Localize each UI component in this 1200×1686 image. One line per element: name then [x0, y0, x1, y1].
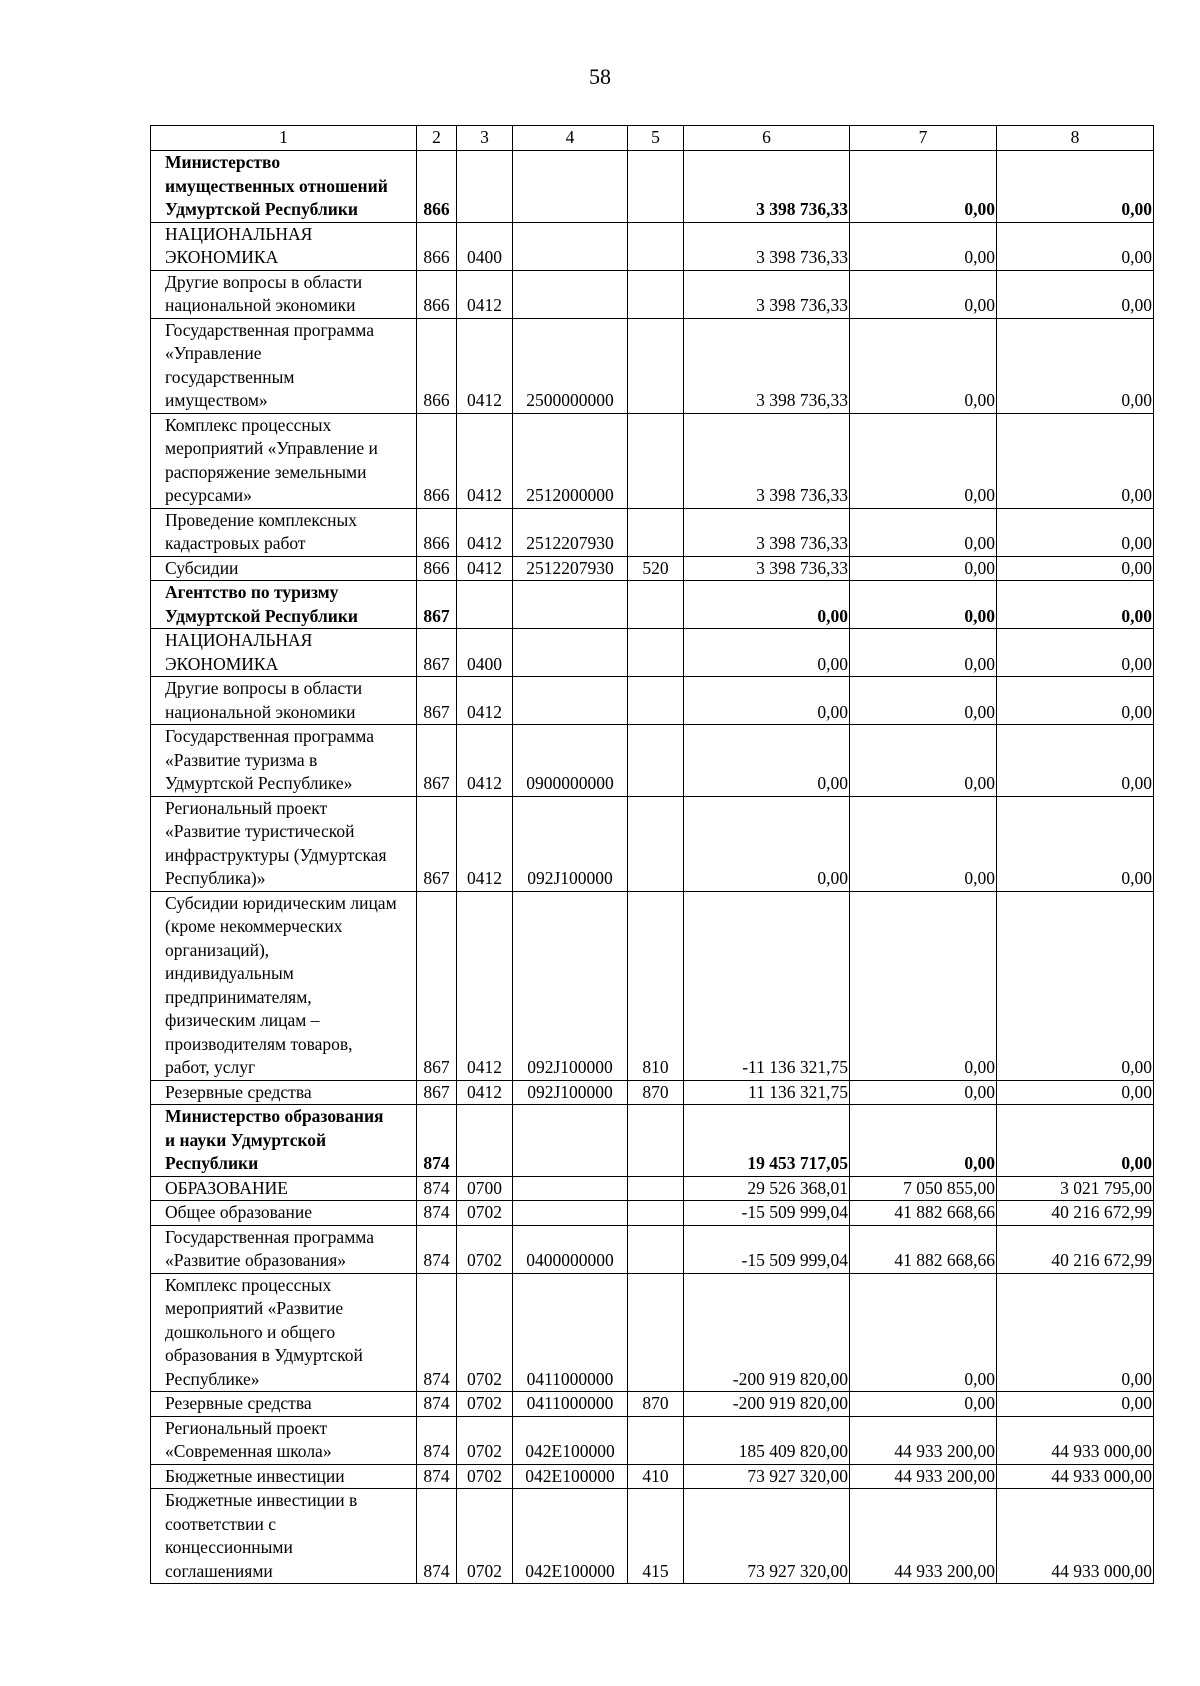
row-amount-col7-cell: 41 882 668,66: [850, 1201, 997, 1226]
row-amount-col7-cell: 44 933 200,00: [850, 1464, 997, 1489]
row-target-article-cell: 0411000000: [513, 1392, 628, 1417]
row-section-code-cell: 0702: [457, 1416, 513, 1464]
row-section-code-cell: 0412: [457, 508, 513, 556]
row-amount-col6-cell: 0,00: [684, 581, 850, 629]
row-target-article-cell: 2500000000: [513, 318, 628, 413]
table-row: [151, 1273, 1154, 1392]
row-amount-col7-cell: 44 933 200,00: [850, 1489, 997, 1584]
row-ministry-code-cell: 866: [417, 413, 457, 508]
column-header: 2: [417, 126, 457, 151]
table-row: [151, 222, 1154, 270]
row-ministry-code-cell: 874: [417, 1105, 457, 1177]
row-amount-col8-cell: 0,00: [997, 1273, 1154, 1392]
row-amount-col8-cell: 0,00: [997, 891, 1154, 1080]
table-row: [151, 1105, 1154, 1177]
row-section-code-cell: 0400: [457, 629, 513, 677]
row-amount-col7-cell: 44 933 200,00: [850, 1416, 997, 1464]
table-row: [151, 1489, 1154, 1584]
row-expense-type-cell: [628, 677, 684, 725]
row-section-code-cell: 0702: [457, 1201, 513, 1226]
row-name-cell: Министерство образования и науки Удмуртской Республики: [151, 1105, 417, 1177]
row-expense-type-cell: 520: [628, 556, 684, 581]
table-row: [151, 581, 1154, 629]
table-row: [151, 1464, 1154, 1489]
table-row: [151, 629, 1154, 677]
row-ministry-code-cell: 866: [417, 270, 457, 318]
row-target-article-cell: [513, 1201, 628, 1226]
table-row: [151, 556, 1154, 581]
table-row: [151, 270, 1154, 318]
table-row: [151, 151, 1154, 223]
row-section-code-cell: [457, 581, 513, 629]
row-expense-type-cell: [628, 1201, 684, 1226]
row-ministry-code-cell: 874: [417, 1392, 457, 1417]
row-ministry-code-cell: 867: [417, 891, 457, 1080]
table-row: [151, 1416, 1154, 1464]
row-amount-col6-cell: 73 927 320,00: [684, 1464, 850, 1489]
row-ministry-code-cell: 874: [417, 1489, 457, 1584]
row-amount-col7-cell: 41 882 668,66: [850, 1225, 997, 1273]
row-name-cell: Другие вопросы в области национальной экономики: [151, 270, 417, 318]
row-target-article-cell: 0900000000: [513, 725, 628, 797]
table-row: [151, 318, 1154, 413]
row-amount-col8-cell: 44 933 000,00: [997, 1464, 1154, 1489]
row-ministry-code-cell: 874: [417, 1201, 457, 1226]
row-name-cell: НАЦИОНАЛЬНАЯ ЭКОНОМИКА: [151, 629, 417, 677]
row-target-article-cell: 2512000000: [513, 413, 628, 508]
row-name-cell: Резервные средства: [151, 1080, 417, 1105]
row-expense-type-cell: [628, 1416, 684, 1464]
row-amount-col6-cell: 3 398 736,33: [684, 270, 850, 318]
row-amount-col6-cell: 0,00: [684, 796, 850, 891]
row-name-cell: Государственная программа «Развитие образования»: [151, 1225, 417, 1273]
row-target-article-cell: 2512207930: [513, 508, 628, 556]
row-amount-col6-cell: 185 409 820,00: [684, 1416, 850, 1464]
row-amount-col8-cell: 0,00: [997, 556, 1154, 581]
row-ministry-code-cell: 867: [417, 796, 457, 891]
row-section-code-cell: [457, 151, 513, 223]
row-section-code-cell: 0412: [457, 270, 513, 318]
row-expense-type-cell: 870: [628, 1392, 684, 1417]
table-row: [151, 1392, 1154, 1417]
row-target-article-cell: 0400000000: [513, 1225, 628, 1273]
row-amount-col6-cell: -15 509 999,04: [684, 1225, 850, 1273]
row-amount-col8-cell: 0,00: [997, 318, 1154, 413]
row-amount-col7-cell: 0,00: [850, 556, 997, 581]
row-ministry-code-cell: 874: [417, 1416, 457, 1464]
row-amount-col6-cell: 11 136 321,75: [684, 1080, 850, 1105]
row-amount-col8-cell: 0,00: [997, 581, 1154, 629]
row-expense-type-cell: [628, 222, 684, 270]
column-header-row: [151, 126, 1154, 151]
column-header: 7: [850, 126, 997, 151]
row-amount-col6-cell: 3 398 736,33: [684, 318, 850, 413]
row-expense-type-cell: 415: [628, 1489, 684, 1584]
table-body: [151, 126, 1154, 1584]
row-ministry-code-cell: 867: [417, 725, 457, 797]
row-expense-type-cell: [628, 318, 684, 413]
row-ministry-code-cell: 874: [417, 1273, 457, 1392]
row-amount-col8-cell: 40 216 672,99: [997, 1225, 1154, 1273]
table-row: [151, 1176, 1154, 1201]
row-expense-type-cell: [628, 1105, 684, 1177]
row-name-cell: Резервные средства: [151, 1392, 417, 1417]
row-section-code-cell: 0412: [457, 796, 513, 891]
column-header: 8: [997, 126, 1154, 151]
row-amount-col7-cell: 0,00: [850, 270, 997, 318]
table-row: [151, 796, 1154, 891]
row-target-article-cell: [513, 581, 628, 629]
row-amount-col8-cell: 0,00: [997, 1105, 1154, 1177]
row-name-cell: Бюджетные инвестиции: [151, 1464, 417, 1489]
row-ministry-code-cell: 867: [417, 581, 457, 629]
row-section-code-cell: 0412: [457, 677, 513, 725]
row-amount-col6-cell: -11 136 321,75: [684, 891, 850, 1080]
row-amount-col7-cell: 0,00: [850, 629, 997, 677]
row-amount-col6-cell: 3 398 736,33: [684, 413, 850, 508]
row-amount-col7-cell: 7 050 855,00: [850, 1176, 997, 1201]
row-ministry-code-cell: 867: [417, 629, 457, 677]
table-row: [151, 1225, 1154, 1273]
row-expense-type-cell: [628, 1273, 684, 1392]
row-amount-col6-cell: 3 398 736,33: [684, 508, 850, 556]
table-row: [151, 677, 1154, 725]
row-name-cell: Министерство имущественных отношений Удмуртской Республики: [151, 151, 417, 223]
row-ministry-code-cell: 866: [417, 318, 457, 413]
row-amount-col8-cell: 40 216 672,99: [997, 1201, 1154, 1226]
row-amount-col7-cell: 0,00: [850, 222, 997, 270]
table-row: [151, 413, 1154, 508]
row-amount-col7-cell: 0,00: [850, 677, 997, 725]
row-expense-type-cell: [628, 151, 684, 223]
row-section-code-cell: 0702: [457, 1225, 513, 1273]
row-ministry-code-cell: 867: [417, 1080, 457, 1105]
row-expense-type-cell: [628, 1176, 684, 1201]
row-amount-col8-cell: 0,00: [997, 1392, 1154, 1417]
row-name-cell: Агентство по туризму Удмуртской Республики: [151, 581, 417, 629]
table-row: [151, 1080, 1154, 1105]
row-section-code-cell: 0400: [457, 222, 513, 270]
row-section-code-cell: [457, 1105, 513, 1177]
row-name-cell: Проведение комплексных кадастровых работ: [151, 508, 417, 556]
row-expense-type-cell: [628, 725, 684, 797]
row-section-code-cell: 0702: [457, 1489, 513, 1584]
row-name-cell: Другие вопросы в области национальной экономики: [151, 677, 417, 725]
row-section-code-cell: 0702: [457, 1392, 513, 1417]
row-amount-col7-cell: 0,00: [850, 151, 997, 223]
row-ministry-code-cell: 866: [417, 222, 457, 270]
row-amount-col7-cell: 0,00: [850, 1080, 997, 1105]
row-name-cell: Региональный проект «Развитие туристической инфраструктуры (Удмуртская Республика)»: [151, 796, 417, 891]
row-section-code-cell: 0412: [457, 1080, 513, 1105]
row-name-cell: Субсидии юридическим лицам (кроме некоммерческих организаций), индивидуальным предпринимателям, физическим лицам – производителям товаров, работ, услуг: [151, 891, 417, 1080]
row-name-cell: Государственная программа «Управление государственным имуществом»: [151, 318, 417, 413]
column-header: 5: [628, 126, 684, 151]
row-name-cell: ОБРАЗОВАНИЕ: [151, 1176, 417, 1201]
row-expense-type-cell: 810: [628, 891, 684, 1080]
row-ministry-code-cell: 866: [417, 556, 457, 581]
row-expense-type-cell: 410: [628, 1464, 684, 1489]
page-number: 58: [589, 64, 611, 89]
row-section-code-cell: 0412: [457, 891, 513, 1080]
row-amount-col7-cell: 0,00: [850, 891, 997, 1080]
row-amount-col6-cell: -200 919 820,00: [684, 1273, 850, 1392]
column-header: 4: [513, 126, 628, 151]
row-amount-col8-cell: 0,00: [997, 270, 1154, 318]
row-amount-col8-cell: 0,00: [997, 413, 1154, 508]
row-section-code-cell: 0412: [457, 318, 513, 413]
row-expense-type-cell: [628, 581, 684, 629]
row-target-article-cell: 042E100000: [513, 1489, 628, 1584]
budget-table: [150, 125, 1154, 1584]
row-amount-col6-cell: 3 398 736,33: [684, 151, 850, 223]
row-name-cell: Общее образование: [151, 1201, 417, 1226]
row-amount-col8-cell: 0,00: [997, 677, 1154, 725]
row-section-code-cell: 0702: [457, 1273, 513, 1392]
row-amount-col8-cell: 0,00: [997, 151, 1154, 223]
row-amount-col7-cell: 0,00: [850, 508, 997, 556]
table-row: [151, 891, 1154, 1080]
row-ministry-code-cell: 874: [417, 1176, 457, 1201]
row-target-article-cell: [513, 222, 628, 270]
row-amount-col6-cell: 0,00: [684, 629, 850, 677]
row-expense-type-cell: 870: [628, 1080, 684, 1105]
row-name-cell: Региональный проект «Современная школа»: [151, 1416, 417, 1464]
row-name-cell: Комплекс процессных мероприятий «Управление и распоряжение земельными ресурсами»: [151, 413, 417, 508]
row-target-article-cell: [513, 151, 628, 223]
row-section-code-cell: 0702: [457, 1464, 513, 1489]
row-amount-col6-cell: -15 509 999,04: [684, 1201, 850, 1226]
row-expense-type-cell: [628, 508, 684, 556]
row-expense-type-cell: [628, 270, 684, 318]
row-expense-type-cell: [628, 629, 684, 677]
row-target-article-cell: [513, 677, 628, 725]
row-target-article-cell: 042E100000: [513, 1464, 628, 1489]
row-amount-col7-cell: 0,00: [850, 1105, 997, 1177]
row-expense-type-cell: [628, 1225, 684, 1273]
row-target-article-cell: 092J100000: [513, 891, 628, 1080]
row-amount-col8-cell: 0,00: [997, 796, 1154, 891]
row-amount-col8-cell: 0,00: [997, 222, 1154, 270]
table-row: [151, 1201, 1154, 1226]
column-header: 1: [151, 126, 417, 151]
row-amount-col7-cell: 0,00: [850, 318, 997, 413]
row-amount-col6-cell: 0,00: [684, 725, 850, 797]
table-row: [151, 508, 1154, 556]
row-amount-col6-cell: 3 398 736,33: [684, 222, 850, 270]
row-amount-col8-cell: 0,00: [997, 508, 1154, 556]
row-amount-col6-cell: 29 526 368,01: [684, 1176, 850, 1201]
column-header: 6: [684, 126, 850, 151]
row-amount-col6-cell: 19 453 717,05: [684, 1105, 850, 1177]
row-target-article-cell: [513, 270, 628, 318]
row-amount-col8-cell: 0,00: [997, 1080, 1154, 1105]
row-ministry-code-cell: 866: [417, 508, 457, 556]
row-ministry-code-cell: 866: [417, 151, 457, 223]
row-name-cell: Субсидии: [151, 556, 417, 581]
row-section-code-cell: 0412: [457, 413, 513, 508]
row-expense-type-cell: [628, 413, 684, 508]
row-section-code-cell: 0412: [457, 725, 513, 797]
row-target-article-cell: 042E100000: [513, 1416, 628, 1464]
row-amount-col6-cell: -200 919 820,00: [684, 1392, 850, 1417]
row-target-article-cell: 092J100000: [513, 796, 628, 891]
row-name-cell: Комплекс процессных мероприятий «Развитие дошкольного и общего образования в Удмуртской Республике»: [151, 1273, 417, 1392]
row-ministry-code-cell: 874: [417, 1464, 457, 1489]
row-target-article-cell: 0411000000: [513, 1273, 628, 1392]
row-amount-col6-cell: 0,00: [684, 677, 850, 725]
row-amount-col8-cell: 44 933 000,00: [997, 1416, 1154, 1464]
row-amount-col7-cell: 0,00: [850, 1273, 997, 1392]
row-expense-type-cell: [628, 796, 684, 891]
column-header: 3: [457, 126, 513, 151]
row-target-article-cell: 092J100000: [513, 1080, 628, 1105]
table-row: [151, 725, 1154, 797]
row-name-cell: Бюджетные инвестиции в соответствии с концессионными соглашениями: [151, 1489, 417, 1584]
row-amount-col7-cell: 0,00: [850, 725, 997, 797]
row-amount-col8-cell: 0,00: [997, 629, 1154, 677]
row-amount-col6-cell: 73 927 320,00: [684, 1489, 850, 1584]
row-target-article-cell: 2512207930: [513, 556, 628, 581]
row-amount-col7-cell: 0,00: [850, 413, 997, 508]
row-name-cell: Государственная программа «Развитие туризма в Удмуртской Республике»: [151, 725, 417, 797]
row-amount-col7-cell: 0,00: [850, 581, 997, 629]
row-target-article-cell: [513, 1176, 628, 1201]
row-ministry-code-cell: 874: [417, 1225, 457, 1273]
row-amount-col6-cell: 3 398 736,33: [684, 556, 850, 581]
row-amount-col8-cell: 44 933 000,00: [997, 1489, 1154, 1584]
row-target-article-cell: [513, 1105, 628, 1177]
row-amount-col8-cell: 0,00: [997, 725, 1154, 797]
row-target-article-cell: [513, 629, 628, 677]
row-name-cell: НАЦИОНАЛЬНАЯ ЭКОНОМИКА: [151, 222, 417, 270]
row-amount-col8-cell: 3 021 795,00: [997, 1176, 1154, 1201]
row-section-code-cell: 0412: [457, 556, 513, 581]
row-ministry-code-cell: 867: [417, 677, 457, 725]
row-amount-col7-cell: 0,00: [850, 796, 997, 891]
row-amount-col7-cell: 0,00: [850, 1392, 997, 1417]
row-section-code-cell: 0700: [457, 1176, 513, 1201]
